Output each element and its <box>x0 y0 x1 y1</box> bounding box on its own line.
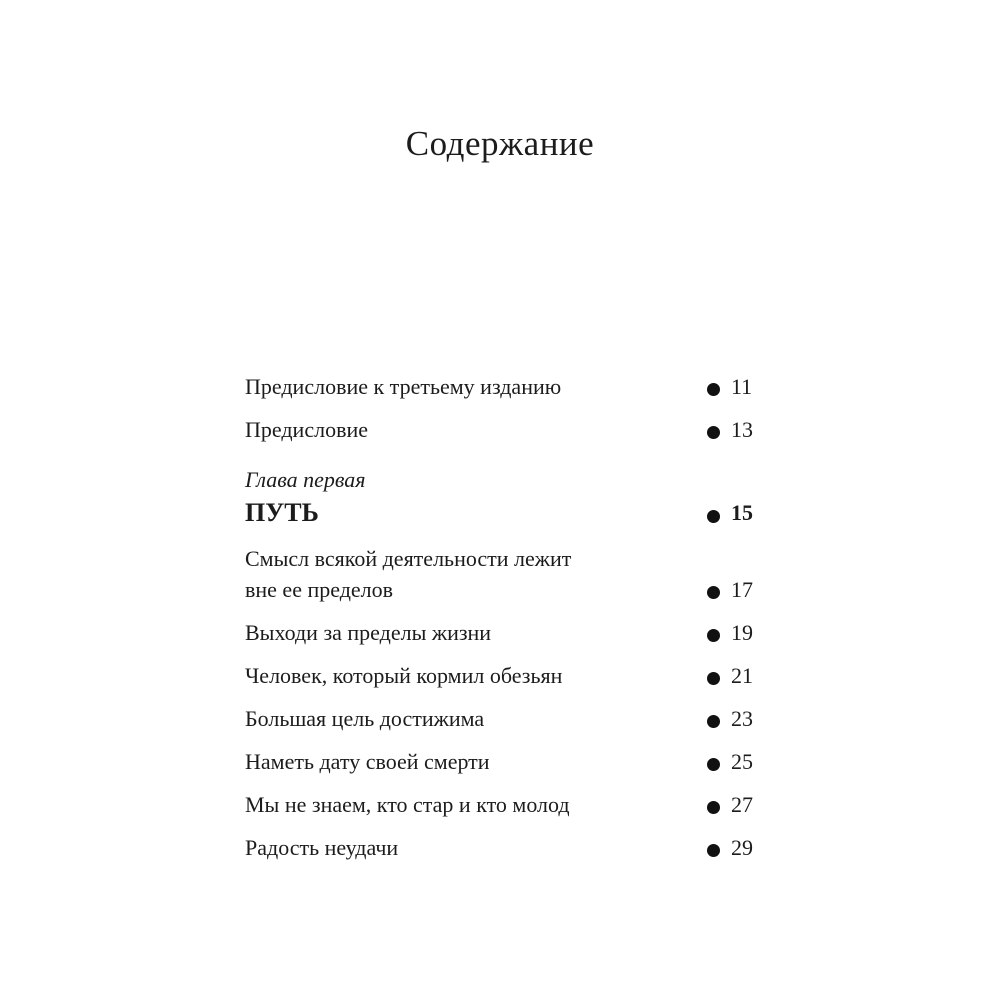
toc-entry-pageref <box>707 371 758 402</box>
bullet-icon <box>707 758 720 771</box>
toc-entry-pageref <box>707 414 758 445</box>
bullet-icon <box>707 510 720 523</box>
toc-entry-page: 13 <box>731 417 753 442</box>
toc-entry-page: 11 <box>731 374 753 399</box>
toc-entry-pageref <box>707 789 758 820</box>
toc-entry-pageref <box>707 703 758 734</box>
toc-entry-label: Радость неудачи <box>245 835 399 860</box>
toc-entry-page: 27 <box>731 792 753 817</box>
toc-entry-page: 29 <box>731 835 753 860</box>
toc-entry <box>245 832 758 863</box>
toc-entry <box>245 789 758 820</box>
toc-entry <box>245 746 758 777</box>
toc-entry-label: Большая цель достижима <box>245 706 485 731</box>
bullet-icon <box>707 629 720 642</box>
toc-entry-label-line2: вне ее пределов <box>245 577 394 602</box>
toc-entry-page: 21 <box>731 663 753 688</box>
toc-entry-pageref <box>707 832 758 863</box>
toc-entry-page: 25 <box>731 749 753 774</box>
page-title: Содержание <box>405 124 595 163</box>
toc-entry-label: Предисловие к третьему изданию <box>245 374 562 399</box>
toc-chapter-title: ПУТЬ <box>245 498 319 527</box>
toc-entry-pageref <box>707 574 758 605</box>
toc-entry-label <box>245 543 571 605</box>
bullet-icon <box>707 844 720 857</box>
bullet-icon <box>707 586 720 599</box>
toc-entry-page: 19 <box>731 620 753 645</box>
toc-entry-pageref <box>707 660 758 691</box>
toc-entry-page: 23 <box>731 706 753 731</box>
toc-entry-pageref <box>707 746 758 777</box>
toc-entry <box>245 617 758 648</box>
toc-list <box>245 371 758 875</box>
bullet-icon <box>707 383 720 396</box>
toc-entry-label: Выходи за пределы жизни <box>245 620 492 645</box>
bullet-icon <box>707 426 720 439</box>
toc-chapter-group <box>245 464 758 531</box>
toc-entry-pageref <box>707 617 758 648</box>
bullet-icon <box>707 801 720 814</box>
toc-entry-label-line1: Смысл всякой деятельности лежит <box>245 546 572 571</box>
toc-entry-page: 15 <box>731 500 753 525</box>
toc-entry <box>245 543 758 605</box>
toc-entry-label: Предисловие <box>245 417 368 442</box>
toc-entry-page: 17 <box>731 577 753 602</box>
toc-entry-label: Мы не знаем, кто стар и кто молод <box>245 792 570 817</box>
toc-entry <box>245 371 758 402</box>
toc-entry-pageref <box>707 495 758 531</box>
toc-chapter-name: Глава первая <box>245 467 366 492</box>
toc-entry <box>245 660 758 691</box>
bullet-icon <box>707 672 720 685</box>
toc-entry-label: Наметь дату своей смерти <box>245 749 490 774</box>
toc-entry <box>245 495 758 531</box>
bullet-icon <box>707 715 720 728</box>
toc-entry <box>245 414 758 445</box>
toc-entry <box>245 703 758 734</box>
toc-entry-label: Человек, который кормил обезьян <box>245 663 563 688</box>
